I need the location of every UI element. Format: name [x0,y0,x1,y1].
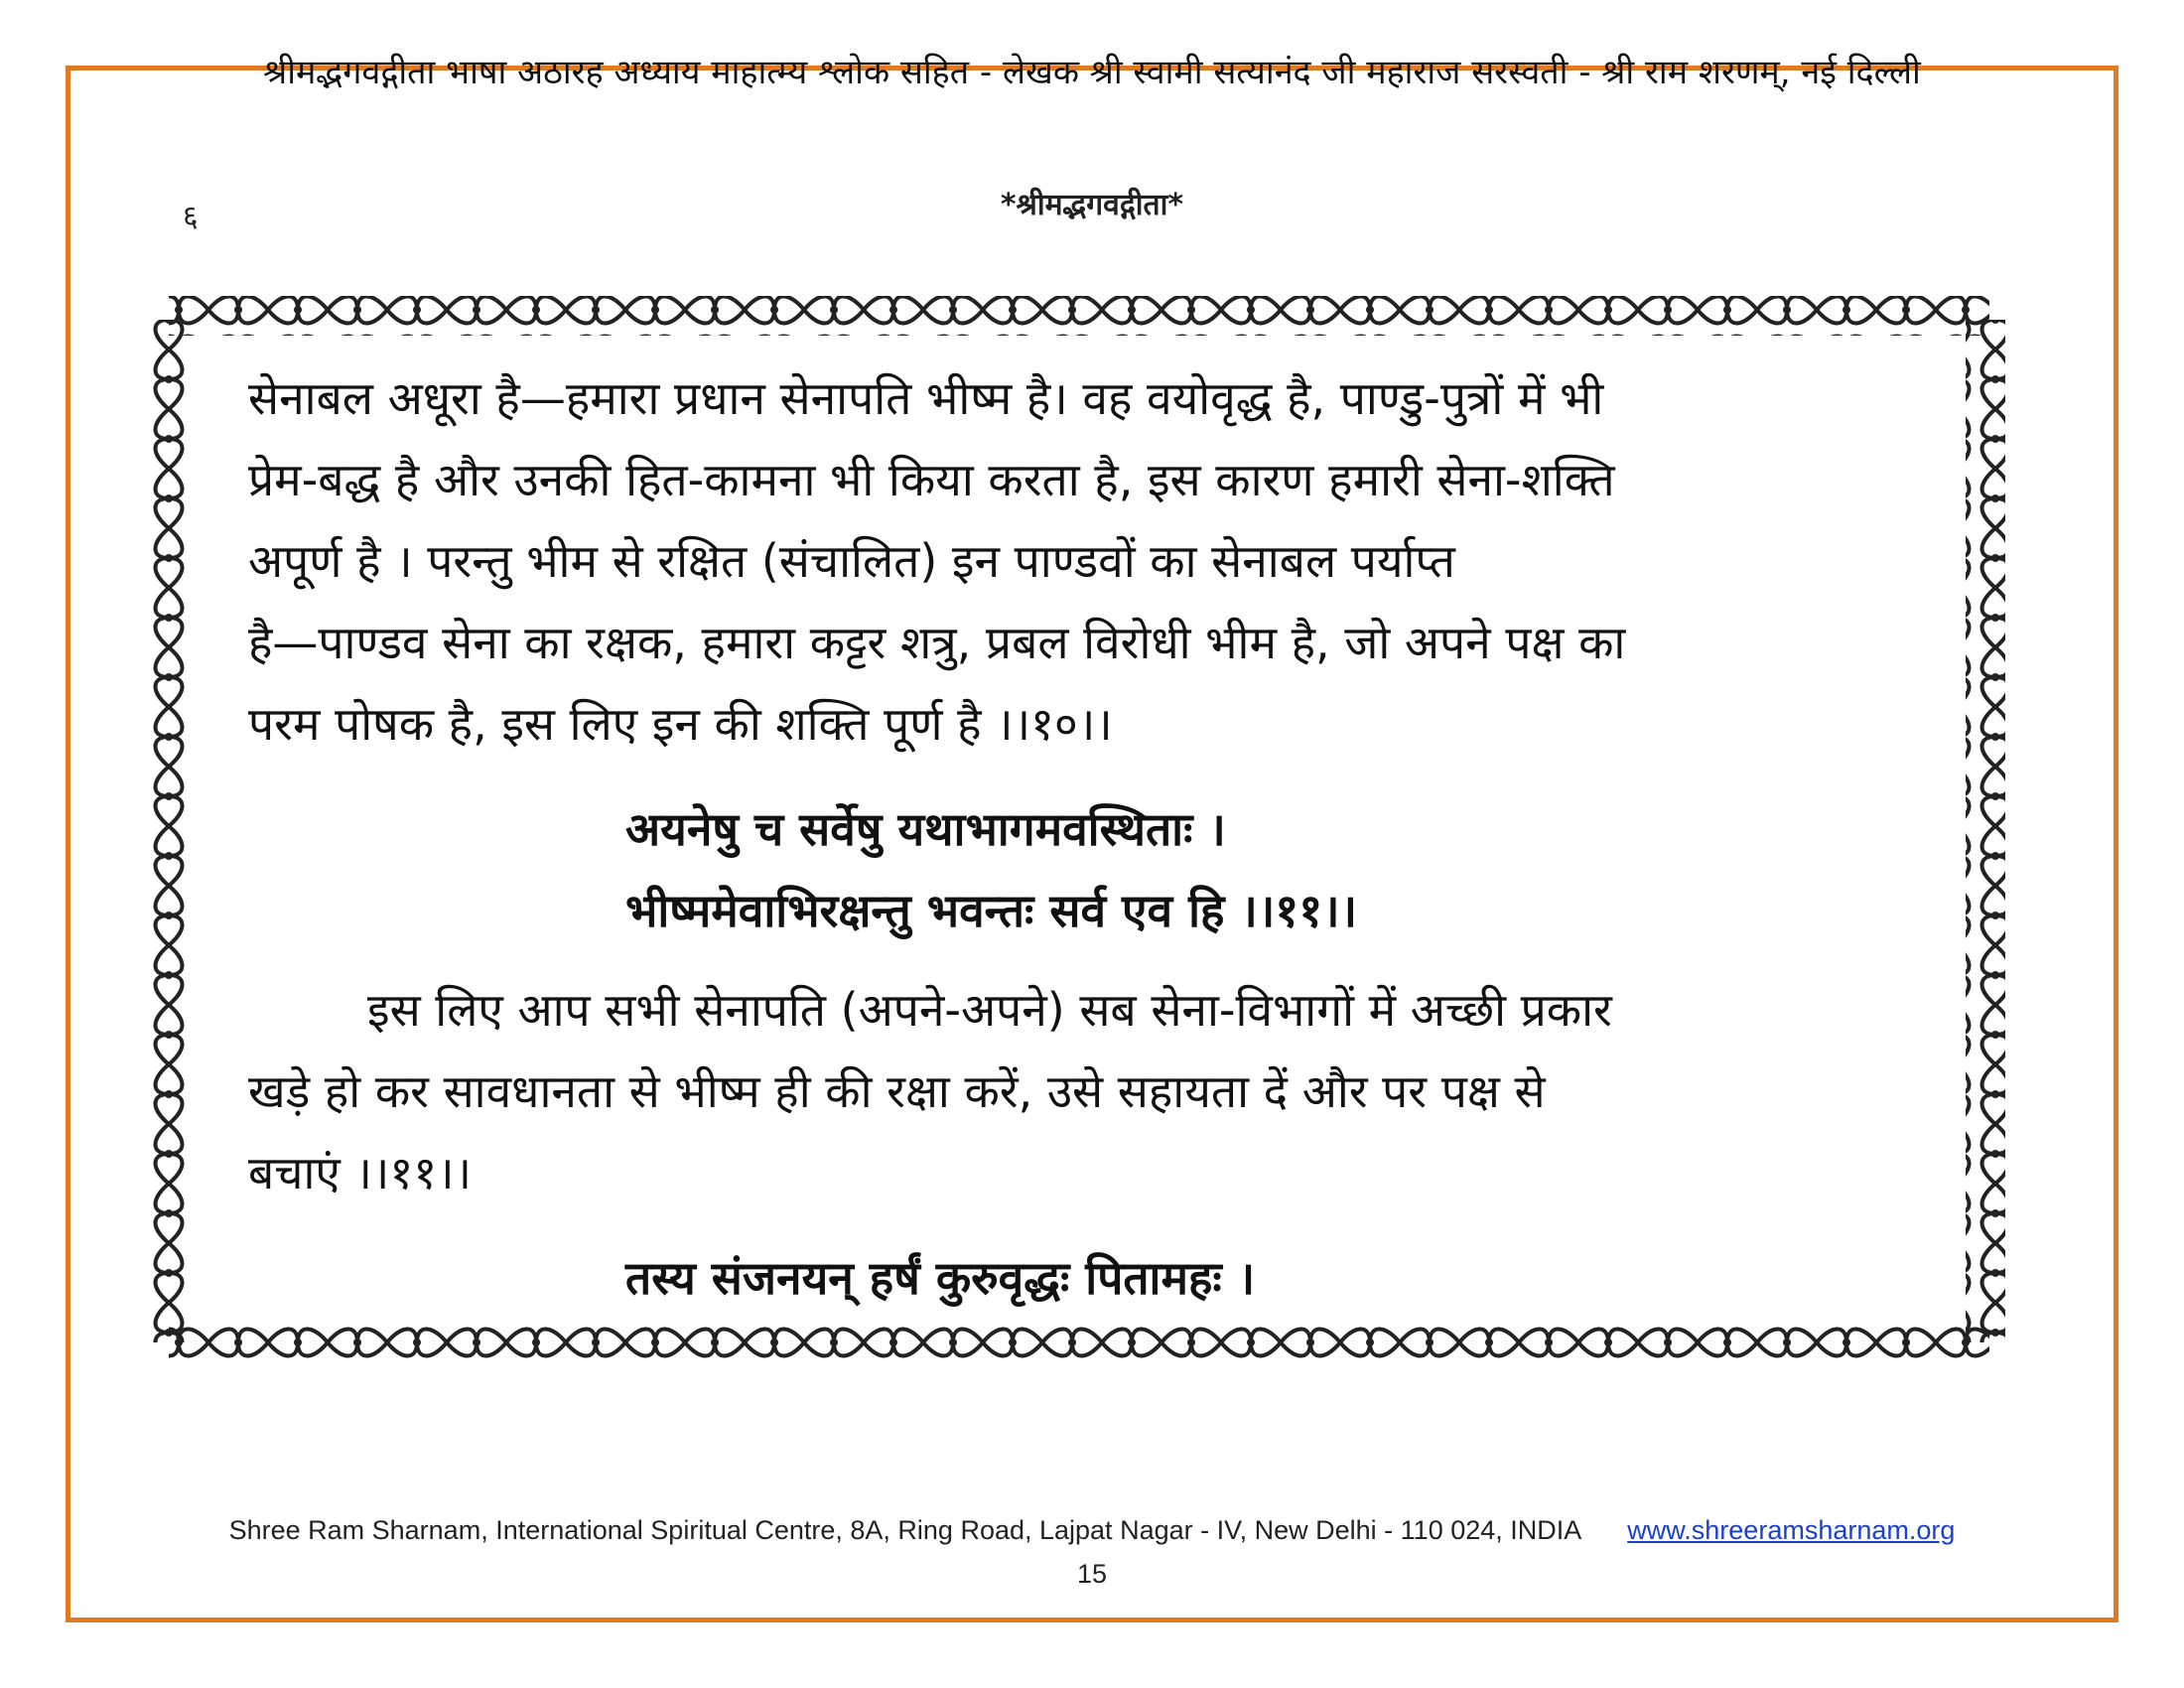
paragraph-verse-10-commentary [248,357,1896,765]
prose-line: है—पाण्डव सेना का रक्षक, हमारा कट्टर शत्रु, प्रबल विरोधी भीम है, जो अपने पक्ष का [248,616,1626,669]
prose-line: खड़े हो कर सावधानता से भीष्म ही की रक्षा करें, उसे सहायता दें और पर पक्ष से [248,1064,1546,1118]
verse-line: तस्य संजनयन् हर्षं कुरुवृद्धः पितामहः । [625,1251,1256,1305]
scan-page-number: ६ [183,200,199,234]
footer [0,1515,2184,1546]
website-link[interactable]: www.shreeramsharnam.org [1627,1515,1956,1545]
footer-page-number: 15 [1076,1559,1108,1589]
prose-line: परम पोषक है, इस लिए इन की शक्ति पूर्ण है ।।१०।। [248,697,1113,751]
sanskrit-verse-12 [625,1237,1896,1319]
verse-line: अयनेषु च सर्वेषु यथाभागमवस्थिताः । [625,802,1226,856]
prose-line: बचाएं ।।११।। [248,1146,473,1199]
footer-address: Shree Ram Sharnam, International Spiritual Centre, 8A, Ring Road, Lajpat Nagar - IV, New Delhi - 110 024, INDIA [228,1515,1582,1545]
scan-running-head: *श्रीमद्भगवद्गीता* [1000,188,1184,222]
document-header-title: श्रीमद्भगवद्गीता भाषा अठारह अध्याय माहात्म्य श्लोक सहित - लेखक श्री स्वामी सत्यानंद जी महाराज सरस्वती - श्री राम शरणम्, नई दिल्ली [263,53,1921,92]
prose-line: इस लिए आप सभी सेनापति (अपने-अपने) सब सेना-विभागों में अच्छी प्रकार [367,983,1612,1037]
prose-line: प्रेम-बद्ध है और उनकी हित-कामना भी किया करता है, इस कारण हमारी सेना-शक्ति [248,453,1615,506]
scan-body [248,357,1896,1336]
paragraph-verse-11-commentary [248,969,1896,1213]
verse-line: भीष्ममेवाभिरक्षन्तु भवन्तः सर्व एव हि ।।११।। [625,884,1357,937]
sanskrit-verse-11 [625,788,1896,951]
prose-line: सेनाबल अधूरा है—हमारा प्रधान सेनापति भीष्म है। वह वयोवृद्ध है, पाण्डु-पुत्रों में भी [248,371,1604,425]
prose-line: अपूर्ण है । परन्तु भीम से रक्षित (संचालित) इन पाण्डवों का सेनाबल पर्याप्त [248,534,1455,588]
